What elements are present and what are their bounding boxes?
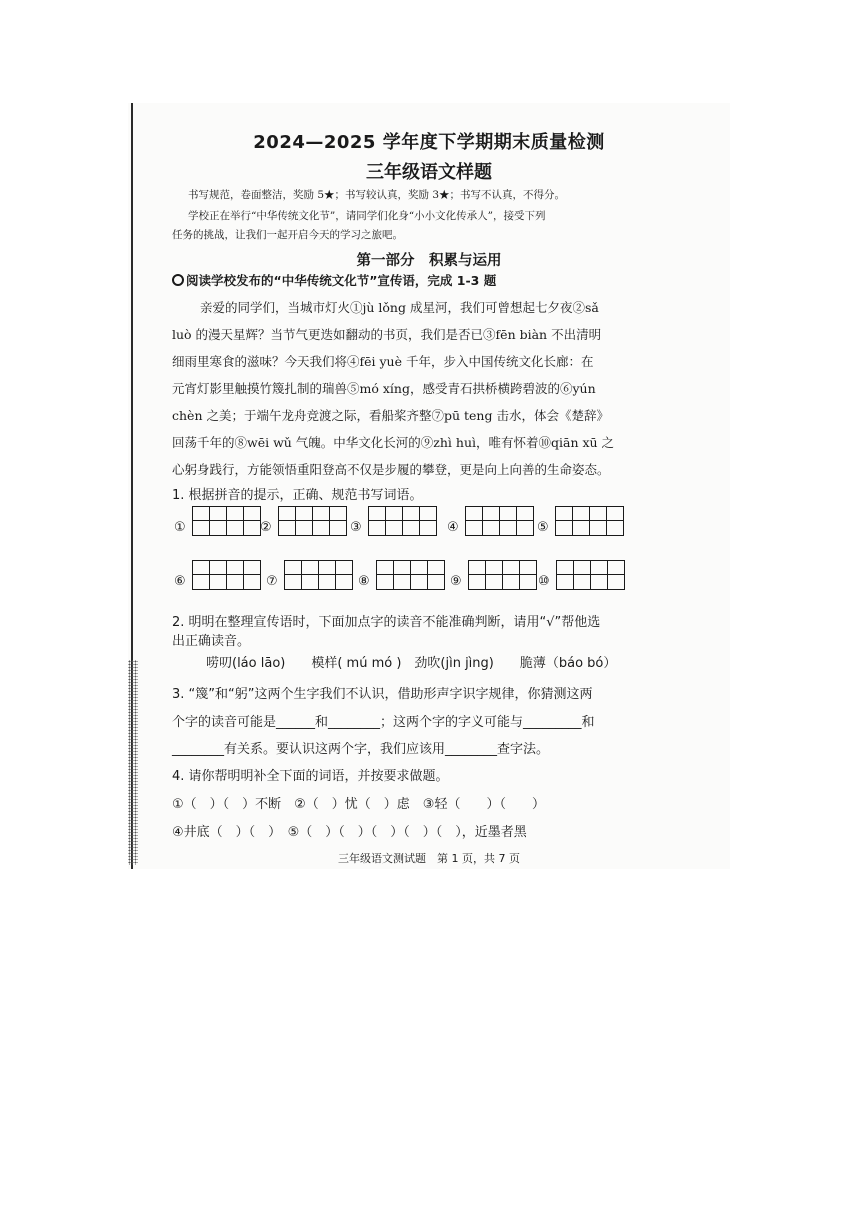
question-3-line-3[interactable]: ________有关系。要认识这两个字，我们应该用________查字法。	[172, 742, 550, 757]
question-2-line-1: 2. 明明在整理宣传语时，下面加点字的读音不能准确判断，请用“√”帮他选	[172, 615, 601, 630]
section-title: 第一部分 积累与运用	[356, 253, 502, 269]
grid-box[interactable]	[278, 506, 347, 536]
task-heading	[172, 271, 496, 289]
passage-line-6: 回荡千年的⑧wēi wǔ 气魄。中华文化长河的⑨zhì huì，唯有怀着⑩qiān xū 之	[172, 435, 615, 450]
bullet-icon	[172, 274, 184, 286]
passage-line-5: chèn 之美；于端午龙舟竞渡之际，看船桨齐整⑦pū teng 击水，体会《楚辞》	[172, 408, 609, 423]
grid-box[interactable]	[555, 506, 624, 536]
handwriting-note: 书写规范，卷面整洁，奖励 5★；书写较认真，奖励 3★；书写不认真，不得分。	[188, 189, 566, 201]
question-4-line-1[interactable]: ①（ ）（ ）不断 ②（ ）忧（ ）虑 ③轻（ ）（ ）	[172, 797, 545, 812]
grid-number: ②	[260, 520, 272, 535]
grid-number: ①	[174, 520, 186, 535]
question-4-line-2[interactable]: ④井底（ ）（ ） ⑤（ ）（ ）（ ）（ ）（ ），近墨者黑	[172, 825, 527, 840]
question-1: 1. 根据拼音的提示，正确、规范书写词语。	[172, 488, 423, 503]
exam-title: 2024—2025 学年度下学期期末质量检测	[253, 132, 605, 153]
passage-line-4: 元宵灯影里触摸竹篾扎制的瑞兽⑤mó xíng，感受青石拱桥横跨碧波的⑥yún	[172, 381, 596, 396]
intro-line-2: 任务的挑战，让我们一起开启今天的学习之旅吧。	[172, 229, 403, 241]
grid-box[interactable]	[192, 506, 261, 536]
intro-line-1: 学校正在举行“中华传统文化节”，请同学们化身“小小文化传承人”，接受下列	[188, 210, 546, 222]
grid-number: ⑦	[266, 574, 278, 589]
grid-box[interactable]	[192, 560, 261, 590]
question-3-line-1: 3. “篾”和“躬”这两个生字我们不认识，借助形声字识字规律，你猜测这两	[172, 687, 593, 702]
binding-margin-pattern	[128, 660, 138, 865]
passage-line-3: 细雨里寒食的滋味？今天我们将④fēi yuè 千年，步入中国传统文化长廊：在	[172, 354, 594, 369]
passage-line-2: luò 的漫天星辉？当节气更迭如翻动的书页，我们是否已③fēn biàn 不出清明	[172, 327, 602, 342]
question-4: 4. 请你帮明明补全下面的词语，并按要求做题。	[172, 769, 449, 784]
grid-number: ⑧	[358, 574, 370, 589]
grid-number: ⑤	[537, 520, 549, 535]
grid-box[interactable]	[556, 560, 625, 590]
grid-number: ③	[350, 520, 362, 535]
passage-line-1: 亲爱的同学们，当城市灯火①jù lǒng 成星河，我们可曾想起七夕夜②sǎ	[200, 300, 599, 315]
question-3-line-2[interactable]: 个字的读音可能是______和________；这两个字的字义可能与_________和	[172, 715, 595, 730]
passage-line-7: 心躬身践行，方能领悟重阳登高不仅是步履的攀登，更是向上向善的生命姿态。	[172, 462, 610, 477]
grid-number: ④	[447, 520, 459, 535]
question-2-options[interactable]: 唠叨(láo lāo) 模样( mú mó ) 劲吹(jìn jìng) 脆薄（báo bó）	[206, 656, 617, 671]
page-footer: 三年级语文测试题 第 1 页，共 7 页	[338, 852, 520, 865]
grid-number: ⑩	[538, 574, 550, 589]
grid-box[interactable]	[368, 506, 437, 536]
grid-box[interactable]	[465, 506, 534, 536]
grid-box[interactable]	[376, 560, 445, 590]
task-heading-text: 阅读学校发布的“中华传统文化节”宣传语，完成 1-3 题	[186, 273, 497, 288]
grid-box[interactable]	[468, 560, 537, 590]
exam-subtitle: 三年级语文样题	[366, 162, 492, 183]
grid-box[interactable]	[284, 560, 353, 590]
grid-number: ⑨	[450, 574, 462, 589]
question-2-line-2: 出正确读音。	[172, 634, 251, 649]
grid-number: ⑥	[174, 574, 186, 589]
